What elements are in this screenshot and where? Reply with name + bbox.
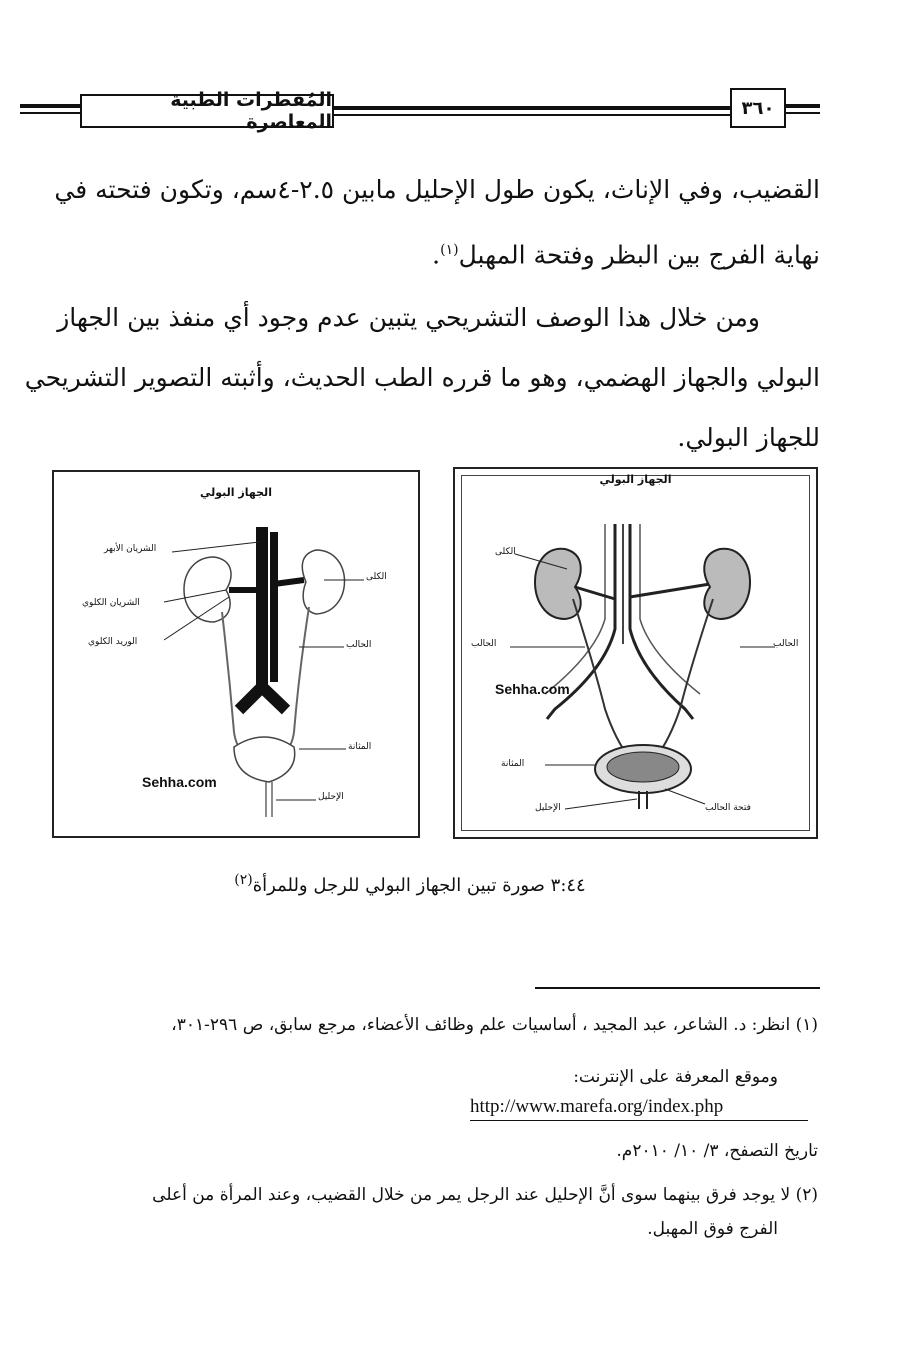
label-ureter-opening: فتحة الحالب — [705, 803, 751, 813]
label-aorta: الشريان الأبهر — [104, 544, 157, 554]
paragraph-2-line-3: للجهاز البولي. — [677, 423, 820, 452]
figure-urinary-system-female — [453, 467, 818, 839]
header-rule-middle-bottom — [334, 114, 730, 116]
paragraph-1-line-2 — [40, 220, 820, 285]
label-kidney: الكلى — [495, 547, 516, 557]
label-urethra-male: الإحليل — [318, 792, 344, 802]
paragraph-1-line-2-text: نهاية الفرج بين البظر وفتحة المهبل — [458, 240, 820, 270]
footnote-2 — [40, 1178, 818, 1246]
paragraph-1 — [40, 160, 820, 285]
paragraph-1-line-1: القضيب، وفي الإناث، يكون طول الإحليل مابين ٢.٥-٤سم، وتكون فتحته في — [54, 175, 820, 204]
footnote-1-date — [40, 1134, 818, 1168]
header-rule-right-bottom — [786, 112, 820, 114]
header-rule-left-top — [20, 104, 80, 108]
figure-left-title: الجهاز البولي — [200, 486, 272, 499]
label-ureter-left: الحالب — [471, 639, 497, 649]
paragraph-2 — [24, 288, 820, 468]
watermark-right: Sehha.com — [495, 681, 570, 697]
paragraph-2-line-1: ومن خلال هذا الوصف التشريحي يتبين عدم وجود أي منفذ بين الجهاز — [57, 303, 760, 332]
header-rule-middle-top — [334, 106, 730, 110]
footnote-ref-1: (١) — [440, 242, 459, 258]
label-bladder-male: المثانة — [348, 742, 372, 752]
running-title: المُفطرات الطبية المعاصرة — [80, 94, 334, 128]
header-rule-right-top — [786, 104, 820, 108]
label-renal-vein: الوريد الكلوي — [88, 637, 138, 647]
label-renal-artery: الشريان الكلوي — [82, 598, 140, 608]
figure-right-title: الجهاز البولي — [599, 473, 672, 486]
watermark-left: Sehha.com — [142, 774, 217, 790]
urinary-diagram-female — [455, 469, 820, 841]
footnote-2-line-1: (٢) لا يوجد فرق بينهما سوى أنَّ الإحليل عند الرجل يمر من خلال القضيب، وعند المرأة من أعلى — [152, 1185, 818, 1205]
label-urethra: الإحليل — [535, 803, 561, 813]
footnote-1-line-2: وموقع المعرفة على الإنترنت: — [573, 1067, 778, 1087]
figure-caption-text: ٣:٤٤ صورة تبين الجهاز البولي للرجل وللمرأة — [252, 875, 586, 896]
footnote-1-line-3: تاريخ التصفح، ٣/ ١٠/ ٢٠١٠م. — [616, 1141, 818, 1161]
label-bladder: المثانة — [501, 759, 525, 769]
header-rule-left-bottom — [20, 112, 80, 114]
footnote-1-url[interactable]: http://www.marefa.org/index.php — [470, 1096, 808, 1121]
footnote-1-line-1: (١) انظر: د. الشاعر، عبد المجيد ، أساسيات علم وظائف الأعضاء، مرجع سابق، ص ٢٩٦-٣٠١، — [171, 1015, 818, 1035]
footnote-2-line-2: الفرج فوق المهبل. — [647, 1219, 778, 1239]
paragraph-2-line-2: البولي والجهاز الهضمي، وهو ما قرره الطب الحديث، وأثبته التصوير التشريحي — [24, 363, 820, 392]
label-kidney-male: الكلى — [366, 572, 387, 582]
figure-urinary-system-male — [52, 470, 420, 838]
page-header — [0, 86, 907, 136]
label-ureter-male: الحالب — [346, 640, 372, 650]
footnote-ref-2: (٢) — [234, 872, 253, 888]
page-number: ٣٦٠ — [730, 88, 786, 128]
figure-caption — [200, 872, 620, 896]
label-ureter-right: الحالب — [773, 639, 799, 649]
paragraph-1-line-2-end: . — [432, 240, 441, 270]
footnote-separator — [535, 987, 820, 989]
footnote-1 — [40, 1008, 818, 1094]
urinary-diagram-male — [54, 472, 422, 840]
